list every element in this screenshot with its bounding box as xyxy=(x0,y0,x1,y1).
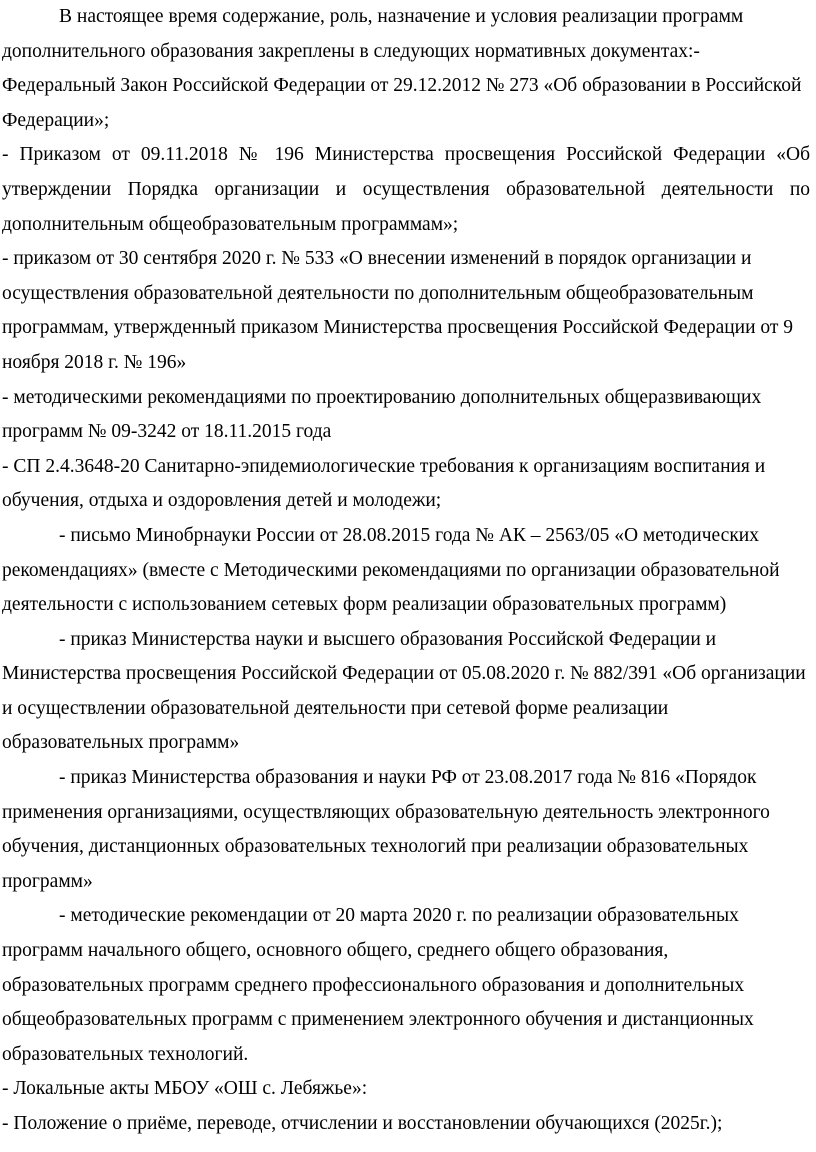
paragraph-order-network-form: - приказ Министерства науки и высшего образования Российской Федерации и Министерства просвещения Российской Федерации от 05.08.2020 г. № 882/391 «Об организации и осуществлении образовательной деятельности при сетевой форме реализации образовательных программ» xyxy=(2,628,806,754)
paragraph-order-2017-816: - приказ Министерства образования и науки РФ от 23.08.2017 года № 816 «Порядок применения организациями, осуществляющих образовательную деятельность электронного обучения, дистанционных образовательных технологий при реализации образовательных программ» xyxy=(2,767,770,892)
paragraph-recommendations-2020: - методические рекомендации от 20 марта 2020 г. по реализации образовательных программ начального общего, основного общего, среднего общего образования, образовательных программ среднего профессионального образования и дополнительных общеобразовательных программ с применением электронного обучения и дистанционных образовательных технологий. xyxy=(2,905,754,1065)
paragraph-order-2020-533: - приказом от 30 сентября 2020 г. № 533 «О внесении изменений в порядок организации и осуществления образовательной деятельности по дополнительным общеобразовательным программам, утвержденный приказом Министерства просвещения Российской Федерации от 9 ноября 2018 г. № 196» xyxy=(2,248,794,373)
paragraph-methodical-recommendations-2015: - методическими рекомендациями по проектированию дополнительных общеразвивающих программ № 09-3242 от 18.11.2015 года xyxy=(2,386,762,443)
paragraph-letter-minobrnauki: - письмо Минобрнауки России от 28.08.2015 года № АК – 2563/05 «О методических рекомендациях» (вместе с Методическими рекомендациями по организации образовательной деятельности с использованием сетевых форм реализации образовательных программ) xyxy=(2,524,780,616)
paragraph-admission-regulation: - Положение о приёме, переводе, отчислении и восстановлении обучающихся (2025г.); xyxy=(2,1113,723,1134)
paragraph-intro-federal-law: В настоящее время содержание, роль, назначение и условия реализации программ дополнительного образования закреплены в следующих нормативных документах:- Федеральный Закон Российской Федерации от 29.12.2012 № 273 «Об образовании в Российской Федерации»; xyxy=(2,6,802,131)
paragraph-order-2018-196: - Приказом от 09.11.2018 № 196 Министерства просвещения Российской Федерации «Об утверждении Порядка организации и осуществления образовательной деятельности по дополнительным общеобразовательным программам»; xyxy=(2,144,810,235)
paragraph-local-acts: - Локальные акты МБОУ «ОШ с. Лебяжье»: xyxy=(2,1078,368,1100)
paragraph-sanitary-rules: - СП 2.4.3648-20 Санитарно-эпидемиологические требования к организациям воспитания и обучения, отдыха и оздоровления детей и молодежи; xyxy=(2,455,766,512)
document-page xyxy=(2,0,810,1142)
